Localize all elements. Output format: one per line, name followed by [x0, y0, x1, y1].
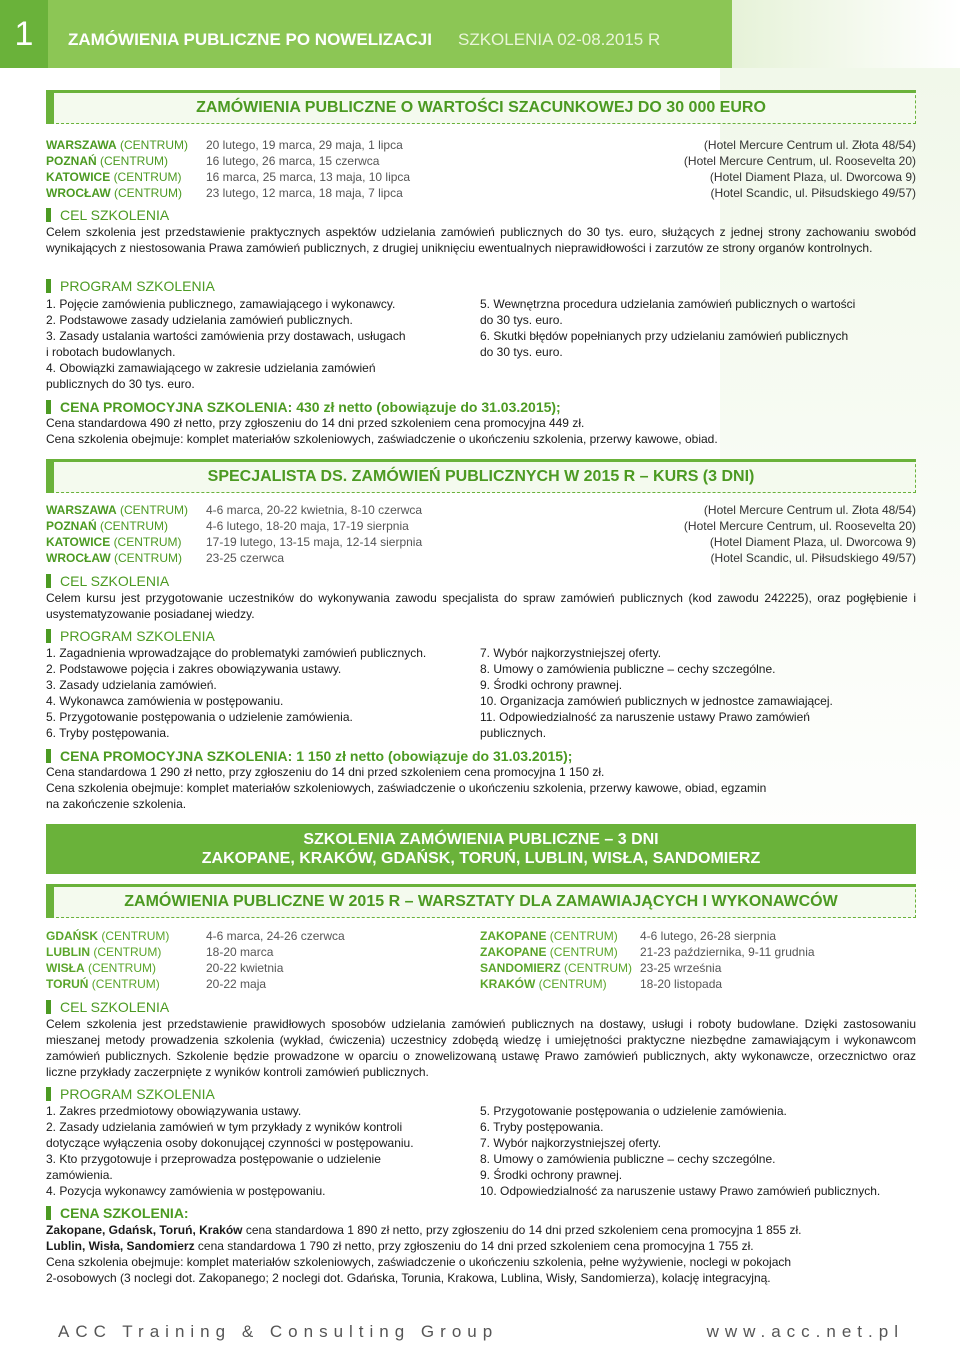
- header-fade: [732, 0, 960, 68]
- program-list-right: [480, 296, 916, 360]
- program-item: 4. Obowiązki zamawiającego w zakresie udzielania zamówień: [46, 361, 376, 375]
- section-2-title: [46, 459, 916, 493]
- venue: (Hotel Mercure Centrum, ul. Roosevelta 20): [683, 154, 916, 168]
- program-item: 8. Umowy o zamówienia publiczne – cechy szczególne.: [480, 1152, 776, 1166]
- program-item: 9. Środki ochrony prawnej.: [480, 1168, 623, 1182]
- price-heading: CENA SZKOLENIA:: [46, 1204, 189, 1222]
- dates: 16 lutego, 26 marca, 15 czerwca: [206, 154, 380, 168]
- section-marker: [46, 884, 54, 918]
- banner-line-1: SZKOLENIA ZAMÓWIENIA PUBLICZNE – 3 DNI: [303, 831, 659, 848]
- schedule-right: [480, 928, 916, 992]
- section-3-title-text: ZAMÓWIENIA PUBLICZNE W 2015 R – WARSZTATY DLA ZAMAWIAJĄCYCH I WYKONAWCÓW: [124, 893, 838, 910]
- venue: (Hotel Scandic, ul. Piłsudskiego 49/57): [710, 186, 916, 200]
- dates: 16 marca, 25 marca, 13 maja, 10 lipca: [206, 170, 411, 184]
- program-item: zamówienia.: [46, 1168, 113, 1182]
- city-label: TORUŃ (CENTRUM): [46, 977, 160, 991]
- dates: 20 lutego, 19 marca, 29 maja, 1 lipca: [206, 138, 403, 152]
- price-detail: cena standardowa 1 890 zł netto, przy zgłoszeniu do 14 dni przed szkoleniem cena promocyjna 1 855 zł.: [242, 1223, 802, 1237]
- program-item: 5. Przygotowanie postępowania o udzielenie zamówienia.: [46, 710, 353, 724]
- program-item: 3. Zasady ustalania wartości zamówienia przy dostawach, usługach: [46, 329, 406, 343]
- price-includes-cont: 2-osobowych (3 noclegi dot. Zakopanego; 2 noclegi dot. Gdańska, Torunia, Krakowa, Lublina, Wisły, Sandomierza), kolację integracyjną.: [46, 1271, 771, 1285]
- venue: (Hotel Mercure Centrum ul. Złota 48/54): [703, 503, 916, 517]
- city-label: KRAKÓW (CENTRUM): [480, 977, 607, 991]
- program-item: 10. Organizacja zamówień publicznych w jednostce zamawiającej.: [480, 694, 833, 708]
- schedule-row: [46, 153, 916, 169]
- dates: 18-20 marca: [206, 945, 274, 959]
- dates: 4-6 marca, 24-26 czerwca: [206, 929, 345, 943]
- program-heading: PROGRAM SZKOLENIA: [46, 627, 215, 645]
- dates: 4-6 marca, 20-22 kwietnia, 8-10 czerwca: [206, 503, 423, 517]
- program-item: do 30 tys. euro.: [480, 313, 563, 327]
- cel-text: Celem szkolenia jest przedstawienie prawidłowych sposobów udzielania zamówień publicznych na dostawy, usługi i roboty budowlane. Dzięki zastosowaniu mieszanej metody prowadzenia szkolenia (wykład, ćwiczenia) uczestnicy zdobędą wiedzę i umiejętności praktyczne niezbędne zamawiającym i wykonawcom zamówień publicznych. Szkolenie będzie prowadzone w oparciu o znowelizowaną ustawę Prawo zamówień publicznych, akty wykonawcze, orzecznictwo oraz liczne przykłady zaczerpnięte z wyników kontroli zamówień publicznych.: [46, 1017, 916, 1079]
- schedule-row: [480, 928, 916, 944]
- program-heading: PROGRAM SZKOLENIA: [46, 277, 215, 295]
- section-1-title: [46, 90, 916, 124]
- schedule-row: [480, 944, 916, 960]
- city-label: ZAKOPANE (CENTRUM): [480, 929, 618, 943]
- dates: 4-6 lutego, 26-28 sierpnia: [640, 929, 777, 943]
- city-label: WARSZAWA (CENTRUM): [46, 138, 189, 152]
- footer-website[interactable]: www.acc.net.pl: [706, 1322, 904, 1341]
- program-list-right: [480, 645, 916, 741]
- dates: 21-23 października, 9-11 grudnia: [640, 945, 815, 959]
- city-label: LUBLIN (CENTRUM): [46, 945, 162, 959]
- program-item: 1. Zagadnienia wprowadzające do problematyki zamówień publicznych.: [46, 646, 427, 660]
- program-item: publicznych.: [480, 726, 547, 740]
- program-item: 6. Skutki błędów popełnianych przy udzielaniu zamówień publicznych: [480, 329, 849, 343]
- price-standard: Cena standardowa 1 290 zł netto, przy zgłoszeniu do 14 dni przed szkoleniem cena promocyjna 1 150 zł.: [46, 765, 605, 779]
- program-item: 2. Zasady udzielania zamówień w tym przykłady z wyników kontroli: [46, 1120, 403, 1134]
- dates: 23-25 września: [640, 961, 722, 975]
- program-item: 4. Wykonawca zamówienia w postępowaniu.: [46, 694, 284, 708]
- price-includes: Cena szkolenia obejmuje: komplet materiałów szkoleniowych, zaświadczenie o ukończeniu szkolenia, pełne wyżywienie, noclegi w pokojach: [46, 1255, 792, 1269]
- cel-heading: CEL SZKOLENIA: [46, 572, 169, 590]
- schedule-row: [46, 928, 476, 944]
- dates: 18-20 listopada: [640, 977, 723, 991]
- program-item: publicznych do 30 tys. euro.: [46, 377, 195, 391]
- program-item: 9. Środki ochrony prawnej.: [480, 678, 623, 692]
- header-subtitle: SZKOLENIA 02-08.2015 R: [458, 30, 661, 49]
- price-heading: CENA PROMOCYJNA SZKOLENIA: 1 150 zł netto (obowiązuje do 31.03.2015);: [46, 747, 572, 765]
- page-number: 1: [0, 0, 48, 68]
- banner-line-2: ZAKOPANE, KRAKÓW, GDAŃSK, TORUŃ, LUBLIN, WISŁA, SANDOMIERZ: [201, 850, 761, 867]
- dates: 20-22 kwietnia: [206, 961, 284, 975]
- price-line: [46, 1222, 916, 1238]
- section-1-title-text: ZAMÓWIENIA PUBLICZNE O WARTOŚCI SZACUNKOWEJ DO 30 000 EURO: [196, 99, 766, 116]
- venue: (Hotel Diament Plaza, ul. Dworcowa 9): [709, 170, 916, 184]
- program-heading: PROGRAM SZKOLENIA: [46, 1085, 215, 1103]
- schedule-row: [46, 976, 476, 992]
- cel-heading: CEL SZKOLENIA: [46, 206, 169, 224]
- program-list-left: [46, 1103, 476, 1199]
- program-item: 3. Zasady udzielania zamówień.: [46, 678, 217, 692]
- program-item: dotyczące wyłączenia osoby dokonującej czynności w postępowaniu.: [46, 1136, 414, 1150]
- venue: (Hotel Mercure Centrum ul. Złota 48/54): [703, 138, 916, 152]
- price-line: [46, 1238, 916, 1254]
- program-item: 2. Podstawowe zasady udzielania zamówień publicznych.: [46, 313, 353, 327]
- cel-text: Celem kursu jest przygotowanie uczestników do wykonywania zawodu specjalista do spraw zamówień publicznych (kod zawodu 242225), oraz pogłębienie i usystematyzowanie posiadanej wiedzy.: [46, 591, 916, 621]
- schedule-row: [480, 960, 916, 976]
- schedule-row: [46, 169, 916, 185]
- program-item: 5. Przygotowanie postępowania o udzielenie zamówienia.: [480, 1104, 787, 1118]
- section-marker: [46, 90, 54, 124]
- dates: 4-6 lutego, 18-20 maja, 17-19 sierpnia: [206, 519, 409, 533]
- program-list-left: [46, 296, 476, 392]
- program-item: 3. Kto przygotowuje i przeprowadza postępowanie o udzielenie: [46, 1152, 381, 1166]
- program-item: 7. Wybór najkorzystniejszej oferty.: [480, 646, 662, 660]
- program-item: do 30 tys. euro.: [480, 345, 563, 359]
- schedule-row: [46, 960, 476, 976]
- schedule-row: [46, 534, 916, 550]
- program-item: 4. Pozycja wykonawcy zamówienia w postępowaniu.: [46, 1184, 326, 1198]
- program-item: i robotach budowlanych.: [46, 345, 176, 359]
- schedule-row: [46, 944, 476, 960]
- workshop-banner: [46, 824, 916, 874]
- price-includes: Cena szkolenia obejmuje: komplet materiałów szkoleniowych, zaświadczenie o ukończeniu szkolenia, przerwy kawowe, obiad.: [46, 432, 718, 446]
- price-cities: Lublin, Wisła, Sandomierz: [46, 1239, 195, 1253]
- schedule-row: [46, 502, 916, 518]
- program-list-left: [46, 645, 476, 741]
- schedule-row: [46, 518, 916, 534]
- price-includes-cont: na zakończenie szkolenia.: [46, 797, 187, 811]
- program-item: 5. Wewnętrzna procedura udzielania zamówień publicznych o wartości: [480, 297, 856, 311]
- section-marker: [46, 459, 54, 493]
- header-title: ZAMÓWIENIA PUBLICZNE PO NOWELIZACJI: [68, 30, 432, 49]
- program-item: 6. Tryby postępowania.: [46, 726, 170, 740]
- program-item: 1. Zakres przedmiotowy obowiązywania ustawy.: [46, 1104, 302, 1118]
- program-item: 11. Odpowiedzialność za naruszenie ustawy Prawo zamówień: [480, 710, 810, 724]
- city-label: KATOWICE (CENTRUM): [46, 535, 182, 549]
- city-label: ZAKOPANE (CENTRUM): [480, 945, 618, 959]
- dates: 23-25 czerwca: [206, 551, 285, 565]
- city-label: SANDOMIERZ (CENTRUM): [480, 961, 633, 975]
- program-item: 1. Pojęcie zamówienia publicznego, zamawiającego i wykonawcy.: [46, 297, 396, 311]
- program-item: 10. Odpowiedzialność za naruszenie ustawy Prawo zamówień publicznych.: [480, 1184, 881, 1198]
- city-label: GDAŃSK (CENTRUM): [46, 929, 170, 943]
- schedule-row: [46, 137, 916, 153]
- dates: 17-19 lutego, 13-15 maja, 12-14 sierpnia: [206, 535, 423, 549]
- venue: (Hotel Scandic, ul. Piłsudskiego 49/57): [710, 551, 916, 565]
- section-3-title: [46, 884, 916, 918]
- schedule-row: [46, 550, 916, 566]
- program-item: 8. Umowy o zamówienia publiczne – cechy szczególne.: [480, 662, 776, 676]
- schedule-row: [46, 185, 916, 201]
- program-item: 2. Podstawowe pojęcia i zakres obowiązywania ustawy.: [46, 662, 342, 676]
- cel-text: Celem szkolenia jest przedstawienie praktycznych aspektów udzielania zamówień publicznych do 30 tys. euro, służących z jednej strony zachowaniu swobód wynikających z niestosowania Prawa zamówień publicznych, z drugiej uniknięciu ewentualnych nieprawidłowości i zarzutów ze strony organów kontrolnych.: [46, 225, 916, 255]
- footer-company: ACC Training & Consulting Group: [58, 1322, 499, 1341]
- city-label: WARSZAWA (CENTRUM): [46, 503, 189, 517]
- city-label: WROCŁAW (CENTRUM): [46, 186, 182, 200]
- city-label: POZNAŃ (CENTRUM): [46, 519, 169, 533]
- city-label: POZNAŃ (CENTRUM): [46, 154, 169, 168]
- header-bar: [0, 0, 960, 68]
- price-standard: Cena standardowa 490 zł netto, przy zgłoszeniu do 14 dni przed szkoleniem cena promocyjna 449 zł.: [46, 416, 585, 430]
- city-label: KATOWICE (CENTRUM): [46, 170, 182, 184]
- program-item: 7. Wybór najkorzystniejszej oferty.: [480, 1136, 662, 1150]
- city-label: WISŁA (CENTRUM): [46, 961, 157, 975]
- venue: (Hotel Diament Plaza, ul. Dworcowa 9): [709, 535, 916, 549]
- cel-heading: CEL SZKOLENIA: [46, 998, 169, 1016]
- price-cities: Zakopane, Gdańsk, Toruń, Kraków: [46, 1223, 243, 1237]
- schedule-row: [480, 976, 916, 992]
- schedule-left: [46, 928, 476, 992]
- venue: (Hotel Mercure Centrum, ul. Roosevelta 20): [683, 519, 916, 533]
- city-label: WROCŁAW (CENTRUM): [46, 551, 182, 565]
- dates: 23 lutego, 12 marca, 18 maja, 7 lipca: [206, 186, 403, 200]
- section-2-title-text: SPECJALISTA DS. ZAMÓWIEŃ PUBLICZNYCH W 2015 R – KURS (3 DNI): [207, 468, 755, 485]
- price-includes: Cena szkolenia obejmuje: komplet materiałów szkoleniowych, zaświadczenie o ukończeniu szkolenia, przerwy kawowe, obiad, egzamin: [46, 781, 767, 795]
- price-heading: CENA PROMOCYJNA SZKOLENIA: 430 zł netto (obowiązuje do 31.03.2015);: [46, 398, 561, 416]
- dates: 20-22 maja: [206, 977, 267, 991]
- price-detail: cena standardowa 1 790 zł netto, przy zgłoszeniu do 14 dni przed szkoleniem cena promocyjna 1 755 zł.: [194, 1239, 754, 1253]
- program-list-right: [480, 1103, 916, 1199]
- program-item: 6. Tryby postępowania.: [480, 1120, 604, 1134]
